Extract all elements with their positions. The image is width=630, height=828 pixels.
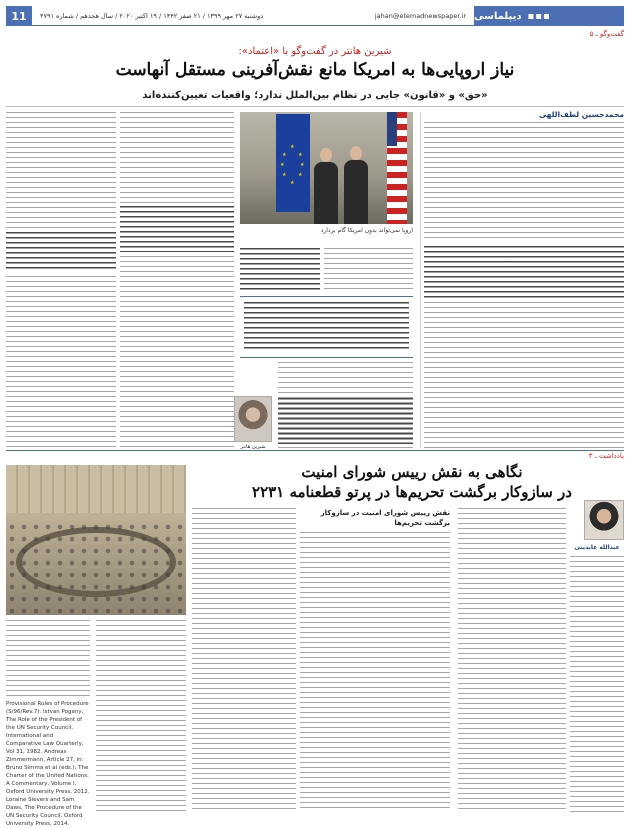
article2-photo [6,465,186,615]
article1-col-mid-top [120,112,234,204]
eu-flag-icon: ★ ★ ★ ★ ★ ★ ★ ★ [276,114,310,212]
portrait-side-text [278,398,413,444]
author-portrait [584,500,624,540]
article1-col-mid-bottom [120,256,234,448]
article2-deck: نقش رییس شورای امنیت در سازوکار برگشت تحریم‌ها [320,509,450,527]
issue-date-line: دوشنبه ۲۷ مهر ۱۳۹۹ / ۲۱ صفر ۱۴۴۲ / ۱۹ اکتبر ۲۰۲۰ / سال هجدهم / شماره ۴۷۹۱ [40,11,264,20]
article1-photo [240,112,413,224]
section-name: دیپلماسی [474,10,522,22]
article1-col-left-top [6,112,116,232]
article1-question-1 [424,246,624,298]
article2-col-1 [458,508,566,812]
page-header [6,6,624,26]
article1-answer-1 [424,302,624,448]
article1-intro-text [424,122,624,242]
article2-col-5 [6,620,90,696]
article1-headline: نیاز اروپایی‌ها به امریکا مانع نقش‌آفرینی مستقل آنهاست [115,60,515,80]
section-dots: ▪▪▪ [527,10,551,22]
article2-col-0 [570,556,624,812]
headline-rule [6,106,624,107]
article2-col-2 [300,532,450,812]
masthead-info [32,6,474,26]
article1-sup-title: شیرین هانتر در گفت‌وگو با «اعتماد»: [238,46,392,57]
article1-kicker: گفت‌وگو ـ ۵ [589,30,624,38]
article2-kicker: یادداشت ـ ۳ [588,452,624,460]
article1-under-photo-a [240,248,320,292]
page-number: 11 [6,6,32,26]
author-name: عبدالله عابدینی [574,544,620,551]
article1-deck: «حق» و «قانون» جایی در نظام بین‌الملل ندارد؛ واقعیات تعیین‌کننده‌اند [142,90,488,101]
section-label [474,6,624,26]
interviewee-name: شیرین هانتر [240,444,266,450]
article1-photo-caption: اروپا نمی‌تواند بدون امریکا گام بردارد [320,227,413,234]
article1-col-left-bottom [6,276,116,448]
website-link[interactable]: jahan@etemadnewspaper.ir [374,11,466,20]
article1-byline: محمدحسین لطف‌اللهی [539,110,624,119]
interviewee-portrait [234,396,272,442]
article1-col-mid-question [120,206,234,252]
article1-col-left-question [6,232,116,272]
article2-headline-line2: در سازوکار برگشت تحریم‌ها در پرتو قطعنامه ۲۲۳۱ [252,483,572,501]
article1-pullquote [240,296,413,358]
article2-headline-line1: نگاهی به نقش رییس شورای امنیت [301,463,523,481]
section-rule [6,450,624,451]
person-figure [314,162,338,224]
article2-col-4 [96,620,186,812]
article2-references: Provisional Rules of Procedure (S/96/Rev.7). Istvan Pogany, The Role of the President of the UN Security Council, International and Comparative Law Quarterly, Vol 31, 1982. Andreas Zimmermann, Article 27, in: Bruno Simma et al (eds.), The Charter of the United Nations: A Commentary, Volume I, Oxford University Press, 2012. Loraine Sievers and Sam Daws, The Procedure of the UN Security Council, Oxford University Press, 2014. [6,701,90,827]
article2-headline [200,462,624,502]
us-flag-icon [387,112,407,224]
article1-under-photo-b [324,248,413,292]
person-figure [344,160,368,224]
column-divider [420,112,421,448]
article2-col-3 [192,508,296,812]
